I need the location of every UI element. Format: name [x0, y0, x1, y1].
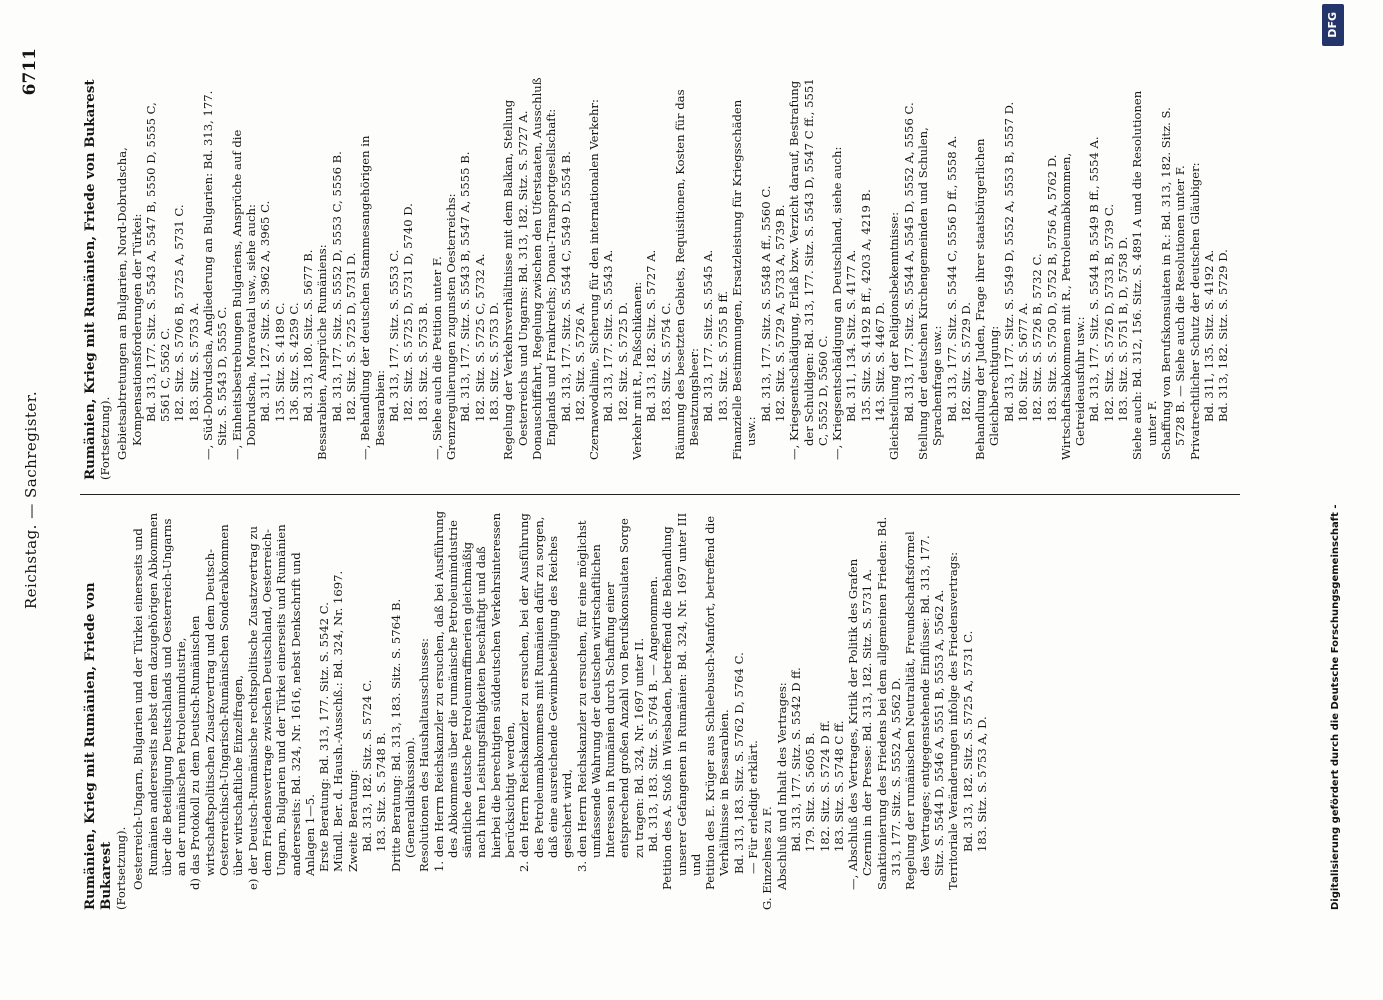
index-entry: Bd. 313, 182. Sitz. S. 5724 C.	[360, 679, 375, 852]
index-entry: Bd. 311, 127. Sitz. S. 3962 A, 3965 C.	[258, 200, 273, 422]
index-entry: 183. Sitz. S. 5755 B ff.	[715, 290, 730, 422]
index-entry: 143. Sitz. S. 4467 D.	[873, 302, 888, 422]
right-column-subtitle: (Fortsetzung).	[98, 396, 112, 480]
right-column	[82, 75, 1252, 480]
right-column-entries	[115, 75, 1230, 480]
left-column-entries	[131, 510, 989, 910]
index-entry: Mündl. Ber. d. Haush.-Ausschß.: Bd. 324, Nr. 1697.	[331, 570, 346, 872]
index-entry: Bd. 313, 177. Sitz. S. 5542 D ff.	[788, 667, 803, 852]
index-entry: Privatrechtlicher Schutz der deutschen Gläubiger:	[1187, 162, 1202, 460]
index-entry: Dritte Beratung: Bd. 313, 183. Sitz. S. 5764 B. (Generaldiskussion).	[388, 598, 417, 872]
index-entry: —, Einheitsbestrebungen Bulgariens, Ansprüche auf die Dobrudscha, Moravatal usw., siehe auch:	[229, 129, 258, 460]
index-entry: Bd. 313, 177. Sitz. S. 5543 B, 5547 A, 5555 B.	[458, 151, 473, 422]
index-entry: 183. Sitz. S. 5753 B.	[415, 302, 430, 422]
index-entry: Siehe auch: Bd. 312, 156. Sitz. S. 4891 A und die Resolutionen unter F.	[1130, 90, 1159, 460]
index-entry: Bd. 313, 177. Sitz. S. 5545 A.	[701, 249, 716, 422]
index-entry: Verkehr mit R., Paßschikanen:	[629, 281, 644, 460]
index-entry: —, Kriegsentschädigung an Deutschland, siehe auch:	[830, 146, 845, 460]
index-entry: 179. Sitz. S. 5605 B.	[803, 732, 818, 852]
index-entry: Bd. 313, 183. Sitz. S. 5764 B. — Angenommen.	[645, 576, 660, 852]
index-entry: 182. Sitz. S. 5706 B, 5725 A, 5731 C.	[172, 204, 187, 422]
index-entry: —, Kriegsentschädigung, Erlaß bzw. Verzicht darauf, Bestrafung der Schuldigen: Bd. 313, 177. Sitz. S. 5543 D, 5547 C ff., 5551 C, 5552 D, 5560 C.	[787, 78, 830, 460]
index-entry: —, Siehe auch die Petition unter F.	[429, 256, 444, 460]
index-entry: Czernawodalinie, Sicherung für den internationalen Verkehr:	[587, 99, 602, 460]
index-entry: 183. Sitz. S. 5753 A, D.	[974, 716, 989, 852]
index-entry: 182. Sitz. S. 5725 D, 5731 D.	[344, 252, 359, 422]
index-entry: 182. Sitz. S. 5729 A, 5733 A, 5739 B.	[772, 204, 787, 422]
index-entry: Bessarabien, Ansprüche Rumäniens:	[315, 244, 330, 460]
index-entry: Oesterreich-Ungarn, Bulgarien und der Türkei einerseits und Rumänien andererseits nebst dem dazugehörigen Abkommen über die Beteiligung Deutschlands und Oesterreich-Ungarns an der rumänischen Petroleumindustrie,	[131, 512, 189, 890]
index-entry: Bd. 313, 182. Sitz. S. 5725 A, 5731 C.	[960, 630, 975, 852]
index-entry: Bd. 313, 180. Sitz. S. 5677 B.	[301, 249, 316, 422]
index-entry: Bd. 313, 177. Sitz. S. 5553 C.	[386, 249, 401, 422]
index-entry: 136. Sitz. S. 4259 C.	[286, 302, 301, 422]
index-entry: 1. den Herrn Reichskanzler zu ersuchen, daß bei Ausführung des Abkommens über die rumänische Petroleumindustrie sämtliche deutsche Petroleumraffinerien gleichmäßig nach ihren Leistungsfähigkeiten beschäftigt und daß hierbei die berechtigten süddeutschen Verkehrsinteressen berücksichtigt werden,	[431, 511, 518, 872]
index-entry: Petition des E. Krüger aus Schleebusch-Manfort, betreffend die Verhältnisse in Bessarabien.	[703, 515, 732, 890]
right-column-title: Rumänien, Krieg mit Rumänien, Friede von Bukarest	[82, 79, 98, 480]
index-entry: Petition des A. Stoß in Wiesbaden, betreffend die Behandlung unserer Gefangenen in Rumänien: Bd. 324, Nr. 1697 unter III und	[660, 512, 703, 890]
index-entry: Gleichstellung der Religionsbekenntnisse:	[887, 211, 902, 460]
index-entry: 182. Sitz. S. 5726 D, 5733 B, 5739 C.	[1101, 203, 1116, 422]
index-entry: 180. Sitz. S. 5677 A.	[1016, 302, 1030, 422]
index-entry: Bd. 313, 177. Sitz. S. 5552 D, 5553 C, 5556 B.	[329, 151, 344, 422]
index-entry: 182. Sitz. S. 5725 C, 5732 A.	[472, 253, 487, 422]
index-entry: —, Abschluß des Vertrages, Kritik der Politik des Grafen Czernin in der Presse: Bd. 313, 182. Sitz. S. 5731 A.	[846, 558, 875, 890]
index-entry: Bd. 313, 182. Sitz. S. 5729 D.	[1216, 249, 1231, 422]
index-entry: 182. Sitz. S. 5729 D.	[958, 302, 973, 422]
index-entry: 182. Sitz. S. 5725 D.	[615, 302, 630, 422]
index-entry: Donauschiffahrt, Regelung zwischen den Uferstaaten, Ausschluß Englands und Frankreichs; Donau-Transportgesellschaft:	[529, 77, 559, 460]
page-header	[0, 0, 70, 1000]
index-entry: 183. Sitz. S. 5754 C.	[658, 302, 673, 422]
index-entry: Bd. 313, 177. Sitz. S. 5549 D, 5552 A, 5553 B, 5557 D.	[1001, 101, 1016, 422]
index-entry: Wirtschaftsabkommen mit R., Petroleumabkommen, Getreideausfuhr usw.:	[1058, 152, 1088, 460]
index-entry: G. Einzelnes zu F.	[760, 806, 775, 910]
index-entry: d) das Protokoll zu dem Deutsch-Rumänischen wirtschaftspolitischen Zusatzvertrag und dem Deutsch-Oesterreichisch-Ungarisch-Rumänischen Sonderabkommen über wirtschaftliche Einzelfragen,	[188, 524, 246, 890]
index-entry: 2. den Herrn Reichskanzler zu ersuchen, bei der Ausführung des Petroleumabkommens mit Rumänien dafür zu sorgen, daß eine ausreichende Gewinnbeteiligung des Reiches gesichert wird,	[517, 513, 575, 872]
index-entry: Abschluß und Inhalt des Vertrages:	[774, 682, 789, 890]
index-entry: —, Behandlung der deutschen Stammesangehörigen in Bessarabien:	[358, 135, 387, 460]
index-entry: Gebietsabtretungen an Bulgarien, Nord-Dobrudscha, Kompensationsforderungen der Türkei:	[115, 147, 144, 460]
index-entry: Grenzregulierungen zugunsten Oesterreichs:	[444, 193, 459, 460]
index-entry: —, Süd-Dobrudscha, Angliederung an Bulgarien: Bd. 313, 177. Sitz. S. 5543 D, 5555 C.	[201, 90, 230, 460]
index-entry: Regelung der Verkehrsverhältnisse mit dem Balkan, Stellung Oesterreichs und Ungarns: Bd. 313, 182. Sitz. S. 5727 A.	[501, 99, 530, 460]
index-entry: 182. Sitz. S. 5726 B, 5732 C.	[1030, 253, 1045, 422]
digitization-credit: Digitalisierung gefördert durch die Deutsche Forschungsgemeinschaft -	[1330, 504, 1341, 910]
page-number: 6711	[20, 48, 40, 96]
index-entry: 183. Sitz. S. 5751 B, D, 5758 D.	[1116, 236, 1131, 422]
index-entry: Stellung der deutschen Kirchengemeinden und Schulen, Sprachenfrage usw.:	[915, 127, 945, 460]
index-entry: 135. Sitz. S. 4189 C.	[272, 302, 287, 422]
index-entry: Regelung der rumänischen Neutralität, Freundschaftsformel des Vertrages; entgegenstehende Einflüsse: Bd. 313, 177. Sitz. S. 5544 D, 5546 A, 5551 B, 5553 A, 5562 A.	[903, 531, 946, 890]
index-entry: Bd. 311, 134. Sitz. S. 4177 A.	[844, 249, 859, 422]
index-entry: 182. Sitz. S. 5725 D, 5731 D, 5740 D.	[401, 203, 416, 422]
index-entry: Finanzielle Bestimmungen, Ersatzleistung für Kriegsschäden usw.:	[730, 99, 759, 460]
running-header: Reichstag. — Sachregister.	[22, 390, 40, 610]
left-column	[82, 510, 1252, 910]
index-entry: Zweite Beratung:	[345, 769, 360, 872]
index-entry: 183. Sitz. S. 5753 D.	[487, 302, 502, 422]
left-column-subtitle: (Fortsetzung).	[114, 826, 128, 910]
index-entry: — Für erledigt erklärt.	[746, 740, 761, 874]
index-entry: Bd. 313, 177. Sitz. S. 5544 A, 5545 D, 5552 A, 5556 C.	[901, 102, 916, 422]
left-column-title: Rumänien, Krieg mit Rumänien, Friede von Bukarest	[82, 582, 114, 910]
index-entry: 135. Sitz. S. 4192 B ff., 4203 A, 4219 B.	[858, 189, 873, 422]
index-entry: Bd. 313, 182. Sitz. S. 5727 A.	[644, 249, 659, 422]
index-entry: e) der Deutsch-Rumänische rechtspolitische Zusatzvertrag zu dem Friedensvertrage zwischen Deutschland, Oesterreich-Ungarn, Bulgarien und der Türkei einerseits und Rumänien andererseits: Bd. 324, Nr. 1616, nebst Denkschrift und Anlagen 1—5.	[245, 524, 317, 890]
index-entry: Sanktionierung des Friedens bei dem allgemeinen Frieden: Bd. 313, 177. Sitz. S. 5552 A, 5562 D.	[874, 516, 904, 890]
index-entry: 183. Sitz. S. 5748 B.	[374, 732, 389, 852]
column-divider	[80, 494, 1240, 495]
index-entry: Resolutionen des Haushaltausschusses:	[417, 638, 432, 872]
dfg-logo: DFG	[1322, 4, 1344, 46]
index-entry: 3. den Herrn Reichskanzler zu ersuchen, für eine möglichst umfassende Wahrung der deutschen wirtschaftlichen Interessen in Rumänien durch Schaffung einer entsprechend großen Anzahl von Berufskonsulaten Sorge zu tragen: Bd. 324, Nr. 1697 unter II.	[574, 518, 646, 872]
index-entry: 182. Sitz. S. 5726 A.	[572, 302, 587, 422]
index-entry: Territoriale Veränderungen infolge des Friedensvertrags:	[946, 551, 961, 890]
index-entry: Bd. 313, 177. Sitz. S. 5543 A, 5547 B, 5550 D, 5555 C, 5561 C, 5562 C.	[143, 102, 173, 422]
index-entry: Bd. 313, 183. Sitz. S. 5762 D, 5764 C.	[731, 652, 746, 874]
index-entry: Bd. 313, 177. Sitz. S. 5548 A ff., 5560 C.	[758, 185, 773, 422]
index-entry: 183. Sitz. S. 5753 A.	[186, 302, 201, 422]
index-entry: 183. Sitz. S. 5748 C ff.	[831, 720, 846, 852]
index-entry: Bd. 311, 135. Sitz. S. 4192 A.	[1201, 249, 1216, 422]
index-entry: 182. Sitz. S. 5724 D ff.	[817, 720, 832, 852]
index-entry: Bd. 313, 177. Sitz. S. 5543 A.	[601, 249, 616, 422]
index-entry: Bd. 313, 177. Sitz. S. 5544 C, 5549 D, 5554 B.	[558, 151, 573, 422]
index-entry: Bd. 313, 177. Sitz. S. 5544 B, 5549 B ff., 5554 A.	[1087, 136, 1102, 422]
index-entry: 183. Sitz. S. 5750 D, 5752 B, 5756 A, 5762 D.	[1044, 154, 1059, 422]
index-entry: Behandlung der Juden, Frage ihrer staatsbürgerlichen Gleichberechtigung:	[973, 138, 1002, 460]
index-entry: Räumung des besetzten Gebiets, Requisitionen, Kosten für das Besatzungsheer:	[672, 89, 702, 460]
index-entry: Schaffung von Berufskonsulaten in R.: Bd. 313, 182. Sitz. S. 5728 B. — Siehe auch die Resolutionen unter F.	[1158, 107, 1188, 460]
index-entry: Erste Beratung: Bd. 313, 177. Sitz. S. 5542 C.	[317, 602, 332, 872]
index-entry: Bd. 313, 177. Sitz. S. 5544 C, 5556 D ff., 5558 A.	[944, 135, 959, 422]
